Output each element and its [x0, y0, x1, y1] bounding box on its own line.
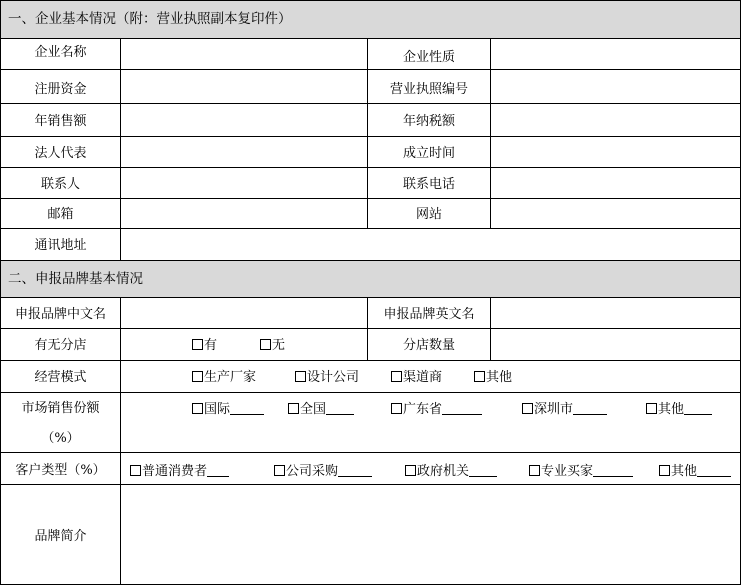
- customer-government-option[interactable]: [405, 463, 497, 480]
- percent-blank[interactable]: [230, 401, 264, 415]
- brand-cn-field[interactable]: [121, 298, 367, 328]
- phone-label: 联系电话: [402, 177, 455, 192]
- option-label: 广东省: [403, 402, 443, 417]
- brand-en-label: 申报品牌英文名: [383, 307, 475, 322]
- percent-blank[interactable]: [326, 401, 354, 415]
- checkbox-icon[interactable]: [659, 465, 670, 476]
- has-branch-label: 有无分店: [34, 338, 87, 353]
- address-label: 通讯地址: [34, 238, 87, 253]
- checkbox-icon[interactable]: [391, 371, 402, 382]
- percent-blank[interactable]: [338, 463, 372, 477]
- annual-sales-label: 年销售额: [34, 114, 87, 129]
- market-shenzhen-option[interactable]: [522, 401, 607, 418]
- rule: [0, 0, 741, 1]
- address-field[interactable]: [121, 229, 740, 260]
- has-branch-no-option[interactable]: [260, 338, 285, 354]
- branch-count-field[interactable]: [491, 329, 740, 360]
- option-label: 其他: [671, 464, 698, 479]
- website-field[interactable]: [491, 199, 740, 228]
- annual-tax-label: 年纳税额: [402, 114, 455, 129]
- option-label: 政府机关: [417, 464, 470, 479]
- option-label: 其他: [658, 402, 685, 417]
- customer-consumer-option[interactable]: [130, 463, 229, 480]
- section1-title: 一、企业基本情况（附：营业执照副本复印件）: [8, 11, 292, 27]
- annual-sales-field[interactable]: [121, 104, 367, 136]
- legal-rep-label: 法人代表: [34, 146, 87, 161]
- percent-blank[interactable]: [593, 463, 633, 477]
- has-branch-yes-option[interactable]: [192, 338, 217, 354]
- checkbox-icon[interactable]: [288, 403, 299, 414]
- mode-other-option[interactable]: [474, 370, 512, 386]
- checkbox-icon[interactable]: [192, 371, 203, 382]
- checkbox-icon[interactable]: [391, 403, 402, 414]
- market-national-option[interactable]: [288, 401, 354, 418]
- contact-label: 联系人: [40, 177, 80, 192]
- checkbox-icon[interactable]: [295, 371, 306, 382]
- percent-blank[interactable]: [684, 401, 712, 415]
- option-label: 全国: [300, 402, 327, 417]
- percent-blank[interactable]: [207, 463, 229, 477]
- option-label: 生产厂家: [204, 370, 257, 385]
- phone-field[interactable]: [491, 168, 740, 198]
- checkbox-icon[interactable]: [646, 403, 657, 414]
- email-field[interactable]: [121, 199, 367, 228]
- brand-cn-label: 申报品牌中文名: [14, 307, 106, 322]
- customer-type-label: 客户类型（%）: [15, 463, 106, 478]
- checkbox-icon[interactable]: [192, 339, 203, 350]
- option-label: 其他: [486, 370, 513, 385]
- mode-design-company-option[interactable]: [295, 370, 359, 386]
- website-label: 网站: [415, 207, 442, 222]
- option-label: 公司采购: [286, 464, 339, 479]
- mode-manufacturer-option[interactable]: [192, 370, 256, 386]
- market-share-unit-label: （%）: [41, 431, 80, 446]
- percent-blank[interactable]: [469, 463, 497, 477]
- registered-capital-field[interactable]: [121, 70, 367, 103]
- option-label: 有: [204, 338, 218, 353]
- market-guangdong-option[interactable]: [391, 401, 482, 418]
- checkbox-icon[interactable]: [130, 465, 141, 476]
- license-no-field[interactable]: [491, 70, 740, 103]
- option-label: 深圳市: [534, 402, 574, 417]
- option-label: 普通消费者: [142, 464, 208, 479]
- founded-label: 成立时间: [402, 146, 455, 161]
- business-mode-label: 经营模式: [34, 370, 87, 385]
- rule: [0, 392, 741, 393]
- brand-en-field[interactable]: [491, 298, 740, 328]
- percent-blank[interactable]: [442, 401, 482, 415]
- checkbox-icon[interactable]: [474, 371, 485, 382]
- checkbox-icon[interactable]: [274, 465, 285, 476]
- company-type-field[interactable]: [491, 39, 740, 69]
- brand-intro-field[interactable]: [121, 485, 740, 584]
- customer-other-option[interactable]: [659, 463, 731, 480]
- rule: [0, 584, 741, 585]
- customer-professional-option[interactable]: [529, 463, 633, 480]
- checkbox-icon[interactable]: [529, 465, 540, 476]
- rule: [0, 452, 741, 453]
- rule: [740, 0, 741, 585]
- founded-field[interactable]: [491, 137, 740, 167]
- checkbox-icon[interactable]: [405, 465, 416, 476]
- annual-tax-field[interactable]: [491, 104, 740, 136]
- section2-title: 二、申报品牌基本情况: [8, 271, 143, 287]
- contact-field[interactable]: [121, 168, 367, 198]
- option-label: 渠道商: [403, 370, 443, 385]
- checkbox-icon[interactable]: [260, 339, 271, 350]
- branch-count-label: 分店数量: [402, 338, 455, 353]
- company-type-label: 企业性质: [402, 50, 455, 65]
- mode-channel-option[interactable]: [391, 370, 442, 386]
- option-label: 无: [272, 338, 286, 353]
- market-other-option[interactable]: [646, 401, 712, 418]
- market-share-label: 市场销售份额: [21, 401, 100, 416]
- registered-capital-label: 注册资金: [34, 82, 87, 97]
- company-name-field[interactable]: [121, 39, 367, 69]
- percent-blank[interactable]: [697, 463, 731, 477]
- rule: [0, 260, 741, 261]
- market-international-option[interactable]: [192, 401, 264, 418]
- brand-intro-label: 品牌简介: [34, 529, 87, 544]
- rule: [0, 360, 741, 361]
- company-name-label: 企业名称: [34, 45, 87, 60]
- percent-blank[interactable]: [573, 401, 607, 415]
- email-label: 邮箱: [47, 207, 74, 222]
- option-label: 设计公司: [307, 370, 360, 385]
- checkbox-icon[interactable]: [522, 403, 533, 414]
- option-label: 专业买家: [541, 464, 594, 479]
- customer-corporate-option[interactable]: [274, 463, 372, 480]
- rule: [367, 38, 368, 229]
- license-no-label: 营业执照编号: [389, 82, 468, 97]
- option-label: 国际: [204, 402, 231, 417]
- legal-rep-field[interactable]: [121, 137, 367, 167]
- checkbox-icon[interactable]: [192, 403, 203, 414]
